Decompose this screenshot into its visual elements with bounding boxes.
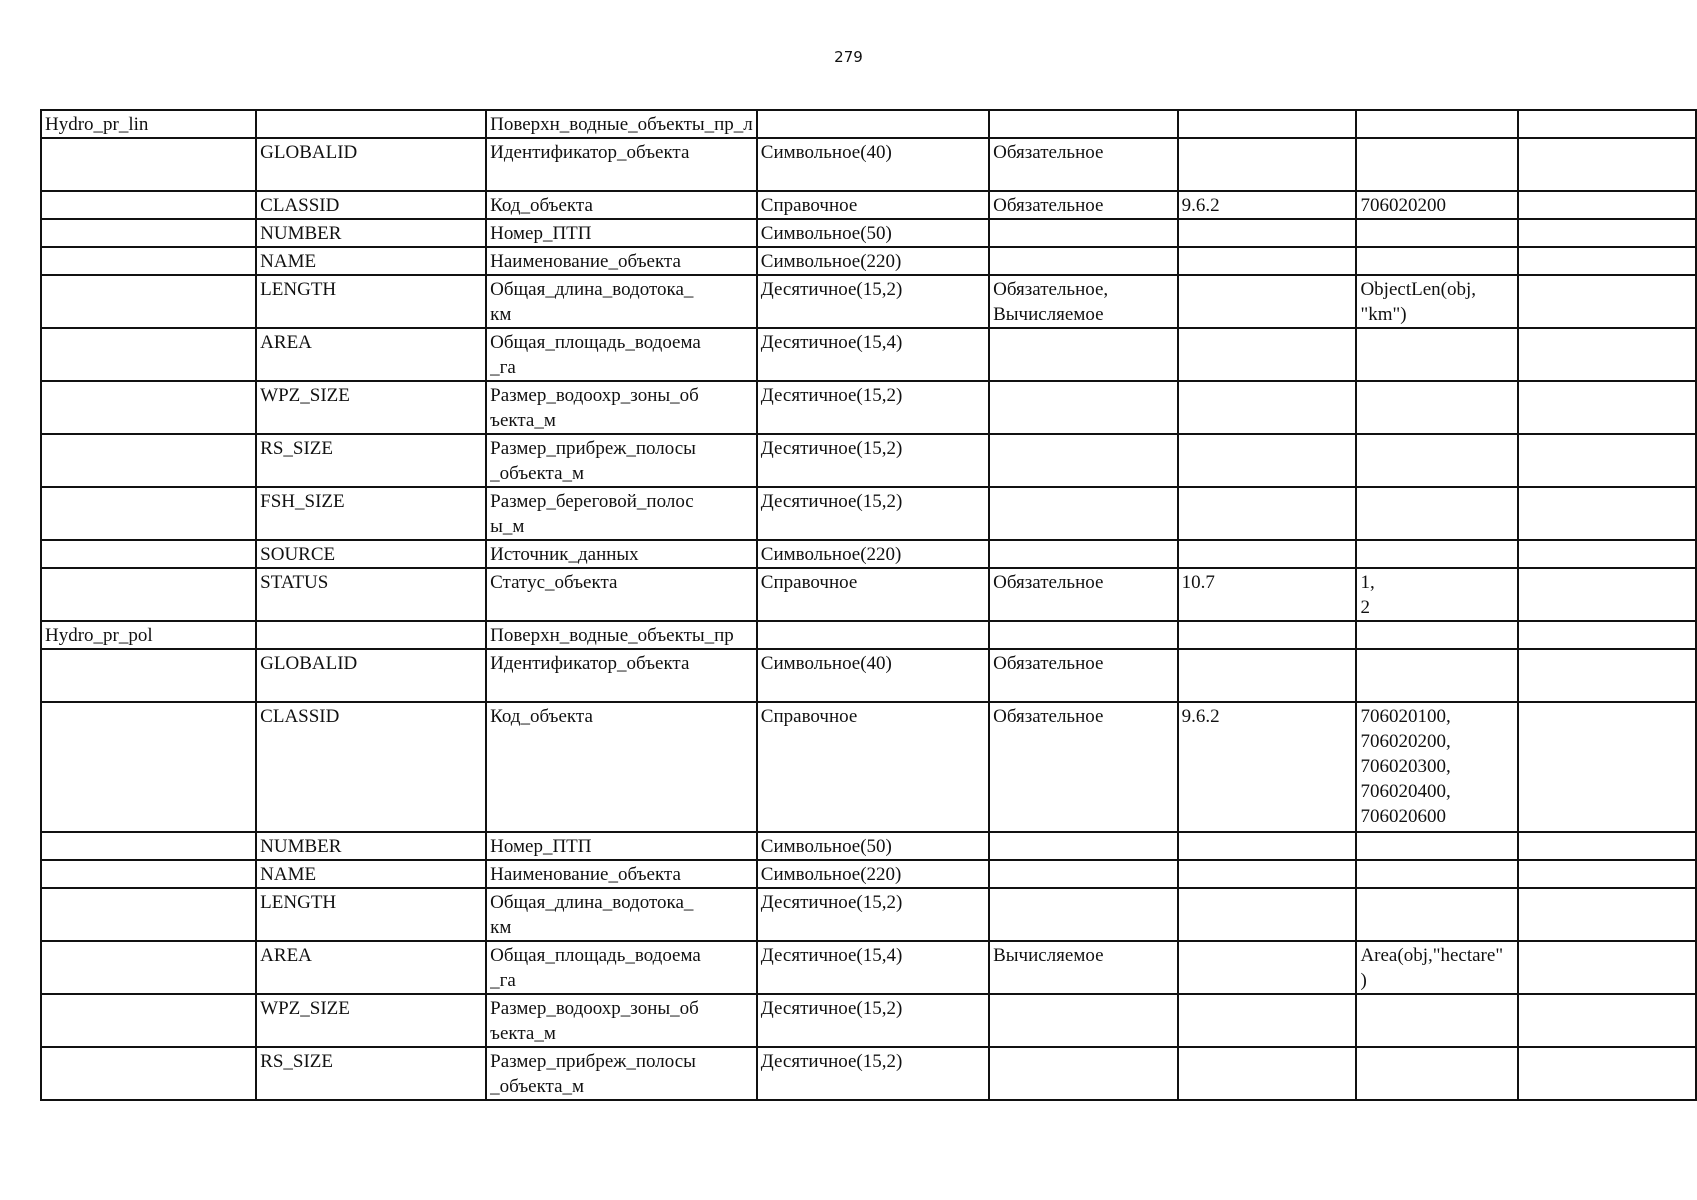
table-cell: ObjectLen(obj, "km") <box>1356 275 1518 328</box>
table-cell: Десятичное(15,2) <box>757 275 989 328</box>
table-cell <box>1518 621 1696 649</box>
table-cell <box>1356 1047 1518 1100</box>
table-cell: Десятичное(15,4) <box>757 941 989 994</box>
table-row <box>41 860 1696 888</box>
table-cell <box>1518 888 1696 941</box>
table-cell <box>757 110 989 138</box>
table-cell: Символьное(50) <box>757 219 989 247</box>
table-cell <box>989 434 1177 487</box>
table-cell <box>1178 621 1357 649</box>
table-cell <box>989 110 1177 138</box>
table-cell <box>41 275 256 328</box>
table-cell <box>989 860 1177 888</box>
table-cell <box>41 860 256 888</box>
table-row <box>41 487 1696 540</box>
table-cell <box>989 247 1177 275</box>
table-cell <box>41 381 256 434</box>
table-cell: Размер_водоохр_зоны_об ъекта_м <box>486 381 757 434</box>
table-cell <box>1178 941 1357 994</box>
table-row <box>41 888 1696 941</box>
table-cell <box>989 832 1177 860</box>
table-cell: LENGTH <box>256 275 486 328</box>
table-cell <box>1518 649 1696 702</box>
table-cell <box>1356 434 1518 487</box>
table-cell: RS_SIZE <box>256 434 486 487</box>
table-row <box>41 219 1696 247</box>
table-cell <box>1178 649 1357 702</box>
table-cell: Десятичное(15,2) <box>757 994 989 1047</box>
table-cell <box>1178 434 1357 487</box>
table-cell: Наименование_объекта <box>486 247 757 275</box>
table-cell: 706020100, 706020200, 706020300, 706020400, 706020600 <box>1356 702 1518 832</box>
table-cell: Общая_площадь_водоема _га <box>486 941 757 994</box>
table-cell: Обязательное <box>989 138 1177 191</box>
table-cell: Размер_прибреж_полосы _объекта_м <box>486 434 757 487</box>
table-cell <box>1518 275 1696 328</box>
table-cell: Десятичное(15,4) <box>757 328 989 381</box>
table-cell <box>1178 487 1357 540</box>
table-row <box>41 621 1696 649</box>
table-cell: Справочное <box>757 702 989 832</box>
table-row <box>41 381 1696 434</box>
table-row <box>41 247 1696 275</box>
table-row <box>41 568 1696 621</box>
table-cell <box>1356 621 1518 649</box>
table-cell <box>41 138 256 191</box>
table-cell: GLOBALID <box>256 649 486 702</box>
table-cell <box>1518 1047 1696 1100</box>
table-cell: Статус_объекта <box>486 568 757 621</box>
page-number: 279 <box>834 48 863 66</box>
table-cell <box>989 487 1177 540</box>
table-cell: LENGTH <box>256 888 486 941</box>
table-cell: Area(obj,"hectare" ) <box>1356 941 1518 994</box>
table-cell: Десятичное(15,2) <box>757 434 989 487</box>
table-cell: FSH_SIZE <box>256 487 486 540</box>
table-cell <box>1518 941 1696 994</box>
table-cell: WPZ_SIZE <box>256 381 486 434</box>
table-cell: Наименование_объекта <box>486 860 757 888</box>
table-cell <box>1356 487 1518 540</box>
table-cell <box>1356 994 1518 1047</box>
table-cell <box>1178 328 1357 381</box>
table-cell: Номер_ПТП <box>486 832 757 860</box>
table-cell <box>1518 138 1696 191</box>
table-cell: Символьное(220) <box>757 860 989 888</box>
table-cell <box>989 219 1177 247</box>
table-cell <box>757 621 989 649</box>
table-cell: AREA <box>256 328 486 381</box>
table-cell <box>41 649 256 702</box>
table-cell: Код_объекта <box>486 702 757 832</box>
table-row <box>41 994 1696 1047</box>
table-cell <box>41 1047 256 1100</box>
table-cell: Обязательное <box>989 702 1177 832</box>
table-cell: Вычисляемое <box>989 941 1177 994</box>
table-cell <box>1518 247 1696 275</box>
table-cell <box>1178 888 1357 941</box>
table-cell: Десятичное(15,2) <box>757 888 989 941</box>
table-cell <box>1518 832 1696 860</box>
table-cell: Обязательное, Вычисляемое <box>989 275 1177 328</box>
table-cell: Символьное(50) <box>757 832 989 860</box>
table-row <box>41 138 1696 191</box>
table-cell <box>41 832 256 860</box>
table-cell: Размер_береговой_полос ы_м <box>486 487 757 540</box>
table-cell <box>1518 434 1696 487</box>
table-cell: Код_объекта <box>486 191 757 219</box>
table-cell <box>256 621 486 649</box>
table-cell <box>1356 832 1518 860</box>
table-cell: Общая_длина_водотока_ км <box>486 888 757 941</box>
table-cell: NUMBER <box>256 832 486 860</box>
table-row <box>41 110 1696 138</box>
table-row <box>41 328 1696 381</box>
table-cell <box>1178 1047 1357 1100</box>
table-cell <box>989 888 1177 941</box>
table-row <box>41 275 1696 328</box>
table-cell: Hydro_pr_pol <box>41 621 256 649</box>
table-cell <box>1356 247 1518 275</box>
table-row <box>41 434 1696 487</box>
attribute-table <box>40 109 1697 1101</box>
table-cell <box>1518 568 1696 621</box>
table-cell <box>1356 649 1518 702</box>
table-cell <box>1178 860 1357 888</box>
table-cell <box>989 381 1177 434</box>
table-cell <box>1518 328 1696 381</box>
table-cell: NAME <box>256 860 486 888</box>
table-cell <box>1518 219 1696 247</box>
table-cell <box>41 487 256 540</box>
table-cell: Идентификатор_объекта <box>486 138 757 191</box>
table-cell <box>1178 275 1357 328</box>
table-cell: GLOBALID <box>256 138 486 191</box>
table-cell <box>1356 110 1518 138</box>
table-cell: Символьное(220) <box>757 247 989 275</box>
table-cell: Размер_прибреж_полосы _объекта_м <box>486 1047 757 1100</box>
table-cell <box>989 994 1177 1047</box>
table-cell: Источник_данных <box>486 540 757 568</box>
table-cell <box>1178 832 1357 860</box>
table-cell <box>1356 860 1518 888</box>
table-cell <box>1518 540 1696 568</box>
table-cell: Символьное(40) <box>757 138 989 191</box>
table-cell <box>1178 138 1357 191</box>
table-cell: Десятичное(15,2) <box>757 1047 989 1100</box>
table-cell <box>989 1047 1177 1100</box>
table-cell: Символьное(40) <box>757 649 989 702</box>
table-cell: Обязательное <box>989 568 1177 621</box>
table-cell <box>41 191 256 219</box>
table-cell: SOURCE <box>256 540 486 568</box>
table-cell <box>1178 381 1357 434</box>
table-cell <box>41 994 256 1047</box>
table-cell <box>1518 191 1696 219</box>
table-cell: AREA <box>256 941 486 994</box>
table-cell <box>1518 110 1696 138</box>
table-row <box>41 540 1696 568</box>
table-cell: Символьное(220) <box>757 540 989 568</box>
table-cell: Общая_площадь_водоема _га <box>486 328 757 381</box>
table-cell <box>41 941 256 994</box>
table-cell <box>41 219 256 247</box>
table-cell <box>1356 219 1518 247</box>
table-cell: Поверхн_водные_объекты_пр_л <box>486 110 757 138</box>
table-cell: Hydro_pr_lin <box>41 110 256 138</box>
table-cell: Обязательное <box>989 649 1177 702</box>
table-cell: 10.7 <box>1178 568 1357 621</box>
table-cell: CLASSID <box>256 191 486 219</box>
table-cell <box>1518 487 1696 540</box>
table-cell <box>1178 247 1357 275</box>
table-cell <box>1356 888 1518 941</box>
table-row <box>41 832 1696 860</box>
table-cell <box>1518 860 1696 888</box>
table-cell: 706020200 <box>1356 191 1518 219</box>
table-cell <box>1356 328 1518 381</box>
table-cell <box>1178 540 1357 568</box>
table-cell: WPZ_SIZE <box>256 994 486 1047</box>
table-cell <box>41 247 256 275</box>
table-cell <box>256 110 486 138</box>
table-cell <box>1178 110 1357 138</box>
table-cell: CLASSID <box>256 702 486 832</box>
table-cell <box>989 621 1177 649</box>
table-cell <box>1356 138 1518 191</box>
table-body <box>41 110 1696 1100</box>
table-cell: 1, 2 <box>1356 568 1518 621</box>
table-row <box>41 649 1696 702</box>
table-cell <box>41 568 256 621</box>
table-cell <box>1356 381 1518 434</box>
table-cell: Справочное <box>757 568 989 621</box>
table-cell: Идентификатор_объекта <box>486 649 757 702</box>
table-cell <box>989 540 1177 568</box>
table-cell: STATUS <box>256 568 486 621</box>
table-row <box>41 702 1696 832</box>
table-cell: Поверхн_водные_объекты_пр <box>486 621 757 649</box>
table-row <box>41 191 1696 219</box>
table-cell <box>41 702 256 832</box>
table-cell: Номер_ПТП <box>486 219 757 247</box>
table-cell <box>1178 994 1357 1047</box>
table-cell <box>1518 994 1696 1047</box>
table-cell <box>989 328 1177 381</box>
table-cell: 9.6.2 <box>1178 191 1357 219</box>
table-cell: Обязательное <box>989 191 1177 219</box>
table-cell <box>41 328 256 381</box>
table-cell: 9.6.2 <box>1178 702 1357 832</box>
table-row <box>41 1047 1696 1100</box>
table-cell <box>41 540 256 568</box>
table-cell <box>1518 381 1696 434</box>
table-cell <box>41 434 256 487</box>
table-cell <box>41 888 256 941</box>
table-cell: Десятичное(15,2) <box>757 381 989 434</box>
table-cell: RS_SIZE <box>256 1047 486 1100</box>
table-cell: NUMBER <box>256 219 486 247</box>
table-cell <box>1356 540 1518 568</box>
table-cell <box>1178 219 1357 247</box>
table-cell: NAME <box>256 247 486 275</box>
table-cell: Общая_длина_водотока_ км <box>486 275 757 328</box>
table-cell: Десятичное(15,2) <box>757 487 989 540</box>
table-cell: Размер_водоохр_зоны_об ъекта_м <box>486 994 757 1047</box>
table-row <box>41 941 1696 994</box>
table-cell: Справочное <box>757 191 989 219</box>
table-cell <box>1518 702 1696 832</box>
